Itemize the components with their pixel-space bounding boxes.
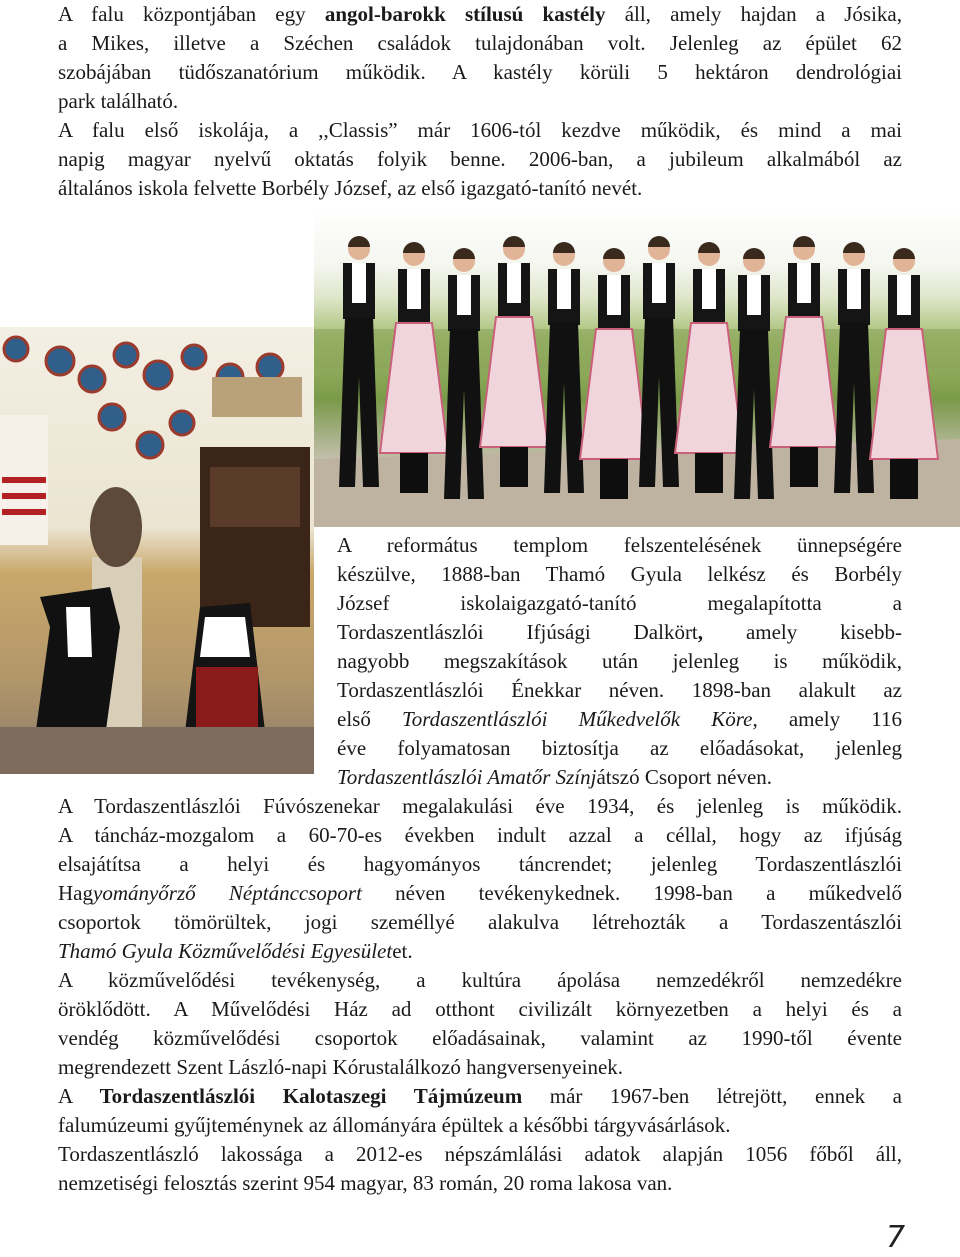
p2-line-3: általános iskola felvette Borbély József, az első igazgató-tanító nevét.: [58, 176, 643, 200]
dancer-figure: [339, 236, 379, 487]
p1-line-1: A falu központjában egy angol-barokk stílusú kastély áll, amely hajdan a Jósika,: [58, 2, 902, 26]
p6-line-1: A Tordaszentlászlói Kalotaszegi Tájmúzeum már 1967-ben létrejött, ennek a: [58, 1084, 902, 1108]
p5-line-4: megrendezett Szent László-napi Kórustalálkozó hangversenyeinek.: [58, 1055, 624, 1079]
p1-line-4: park található.: [58, 89, 179, 113]
p7-line-1: Tordaszentlászló lakossága a 2012-es népszámlálási adatok alapján 1056 főből áll,: [58, 1142, 902, 1166]
folk-dance-group-photo: [314, 209, 960, 527]
p3-line-2: készülve, 1888-ban Thamó Gyula lelkész és Borbély: [337, 562, 902, 586]
p3-line-6: Tordaszentlászlói Énekkar néven. 1898-ban alakult az: [337, 678, 902, 702]
dancers-illustration: [314, 209, 960, 527]
p3-line-4: Tordaszentlászlói Ifjúsági Dalkört, amely kisebb-: [337, 620, 902, 644]
p3-line-5: nagyobb megszakítások után jelenleg is működik,: [337, 649, 902, 673]
p1-line-2: a Mikes, illetve a Széchen családok tulajdonában volt. Jelenleg az épület 62: [58, 31, 902, 55]
p3-line-7: első Tordaszentlászlói Műkedvelők Köre, amely 116: [337, 707, 903, 731]
p3-line-3: József iskolaigazgató-tanító megalapította a: [337, 591, 902, 615]
p6-line-2: falumúzeumi gyűjteménynek az állományára épültek a későbbi tárgyvásárlások.: [58, 1113, 731, 1137]
p3-line-8: éve folyamatosan biztosítja az előadásokat, jelenleg: [337, 736, 902, 760]
museum-illustration: [0, 327, 314, 774]
p4-line-2: A táncház-mozgalom a 60-70-es években indult azzal a céllal, hogy az ifjúság: [58, 823, 902, 847]
p5-line-1: A közművelődési tevékenység, a kultúra ápolása nemzedékről nemzedékre: [58, 968, 902, 992]
p7-line-2: nemzetiségi felosztás szerint 954 magyar, 83 román, 20 roma lakosa van.: [58, 1171, 673, 1195]
p2-line-2: napig magyar nyelvű oktatás folyik benne. 2006-ban, a jubileum alkalmából az: [58, 147, 902, 171]
p3-line-1: A református templom felszentelésének ünnepségére: [337, 533, 902, 557]
p2-line-1: A falu első iskolája, a ,,Classis” már 1606-tól kezdve működik, és mind a mai: [58, 118, 902, 142]
dancer-figure: [480, 236, 548, 487]
p5-line-2: öröklődött. A Művelődési Ház ad otthont civilizált környezetben a helyi és a: [58, 997, 902, 1021]
p4-line-6: Thamó Gyula Közművelődési Egyesületet.: [58, 939, 413, 963]
p5-line-3: vendég közművelődési csoportok előadásainak, valamint az 1990-től évente: [58, 1026, 902, 1050]
p4-line-4: Hagyományőrző Néptánccsoport néven tevékenykednek. 1998-ban a műkedvelő: [58, 881, 902, 905]
p3-line-9: Tordaszentlászlói Amatőr Színjátszó Csoport néven.: [337, 765, 773, 789]
p4-line-3: elsajátítsa a helyi és hagyományos táncrendet; jelenleg Tordaszentlászlói: [58, 852, 902, 876]
folk-museum-interior-photo: [0, 327, 314, 774]
p1-line-3: szobájában tüdőszanatórium működik. A kastély körüli 5 hektáron dendrológiai: [58, 60, 902, 84]
page-number: 7: [886, 1220, 906, 1255]
p4-line-5: csoportok tömörültek, jogi személlyé alakulva létrehozták a Tordaszentászlói: [58, 910, 902, 934]
p4-line-1: A Tordaszentlászlói Fúvószenekar megalakulási éve 1934, és jelenleg is működik.: [58, 794, 902, 818]
